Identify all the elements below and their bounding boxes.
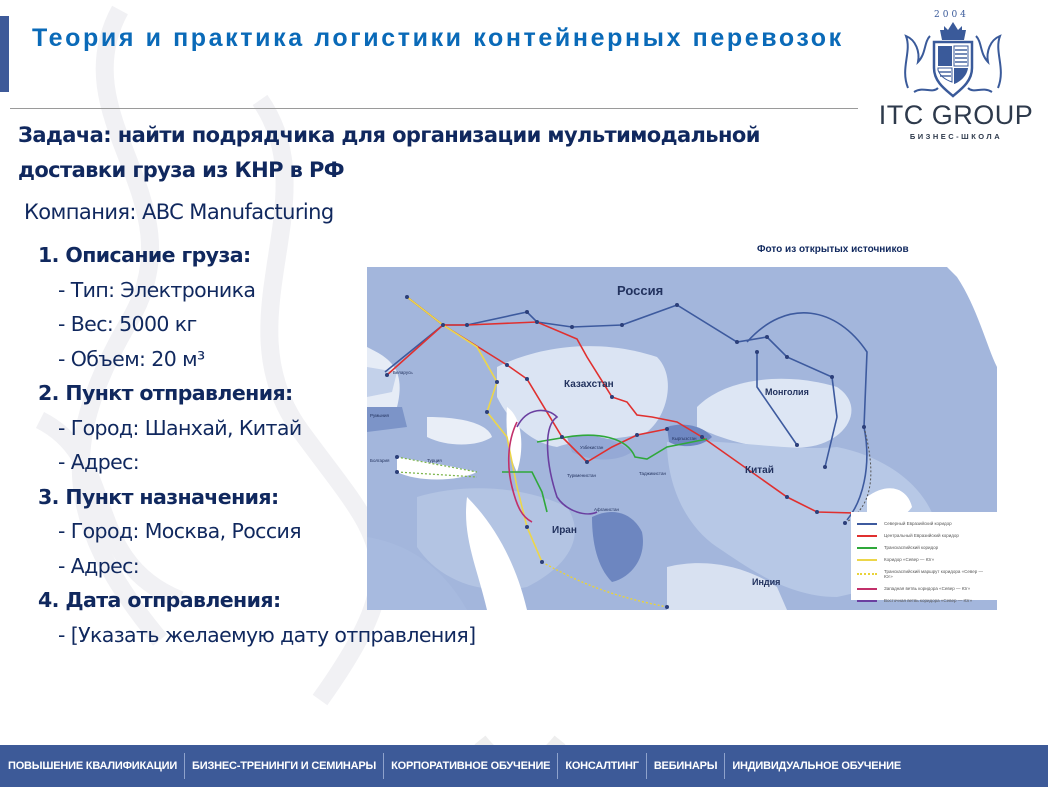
cargo-weight: - Вес: 5000 кг	[58, 312, 197, 336]
label-romania: Румыния	[370, 413, 389, 418]
legend-swatch-yellow-dotted	[857, 573, 877, 575]
map-legend	[851, 512, 997, 603]
section-shipping-date: 4. Дата отправления:	[38, 588, 281, 612]
legend-swatch-red	[857, 535, 877, 537]
label-iran: Иран	[552, 525, 577, 536]
label-russia: Россия	[617, 283, 664, 298]
section-cargo-description: 1. Описание груза:	[38, 243, 251, 267]
label-belarus: Беларусь	[393, 370, 413, 375]
footer-link-trainings[interactable]: БИЗНЕС-ТРЕНИНГИ И СЕМИНАРЫ	[192, 760, 377, 772]
legend-item: Коридор «Север — Юг»	[857, 554, 991, 565]
origin-address: - Адрес:	[58, 450, 140, 474]
logo-year: 2004	[934, 10, 969, 20]
footer-nav-bar	[0, 745, 1048, 787]
origin-city: - Город: Шанхай, Китай	[58, 415, 302, 440]
label-turkmenistan: Туркменистан	[567, 473, 597, 478]
footer-link-corporate[interactable]: КОРПОРАТИВНОЕ ОБУЧЕНИЕ	[391, 760, 551, 772]
label-kyrgyzstan: Кыргызстан	[672, 436, 697, 441]
legend-item: Северный Евразийский коридор	[857, 518, 991, 529]
crest-icon	[898, 18, 1008, 100]
legend-item: Транскаспийский коридор	[857, 542, 991, 553]
label-uzbekistan: Узбекистан	[580, 445, 604, 450]
task-heading: Задача: найти подрядчика для организации мультимодальной доставки груза из КНР в РФ	[18, 123, 760, 182]
itc-group-logo	[868, 6, 1038, 146]
section-destination: 3. Пункт назначения:	[38, 484, 279, 509]
footer-link-consulting[interactable]: КОНСАЛТИНГ	[565, 760, 639, 772]
label-india: Индия	[752, 577, 781, 587]
legend-item: Центральный Евразийский коридор	[857, 530, 991, 541]
slide-title: Теория и практика логистики контейнерных перевозок	[32, 24, 844, 52]
legend-swatch-purple	[857, 600, 877, 602]
label-turkey: Турция	[427, 458, 442, 463]
section-origin: 2. Пункт отправления:	[38, 381, 293, 405]
label-mongolia: Монголия	[765, 387, 809, 397]
label-tajikistan: Таджикистан	[639, 471, 666, 476]
cargo-type: - Тип: Электроника	[58, 277, 256, 302]
destination-city: - Город: Москва, Россия	[58, 519, 301, 543]
photo-source-caption: Фото из открытых источников	[757, 244, 909, 255]
label-bulgaria: Болгария	[370, 458, 390, 463]
legend-swatch-green	[857, 547, 877, 549]
shipping-date-placeholder: - [Указать желаемую дату отправления]	[58, 622, 476, 647]
logo-subtitle: БИЗНЕС-ШКОЛА	[909, 132, 1003, 141]
legend-item: Западная ветвь коридора «Север — Юг»	[857, 583, 991, 594]
title-divider	[10, 108, 858, 109]
footer-link-individual[interactable]: ИНДИВИДУАЛЬНОЕ ОБУЧЕНИЕ	[732, 760, 902, 772]
label-kazakhstan: Казахстан	[564, 379, 614, 390]
footer-link-qualification[interactable]: ПОВЫШЕНИЕ КВАЛИФИКАЦИИ	[8, 760, 178, 772]
legend-swatch-magenta	[857, 588, 877, 590]
destination-address: - Адрес:	[58, 553, 140, 578]
footer-link-webinars[interactable]: ВЕБИНАРЫ	[653, 760, 718, 772]
legend-swatch-blue	[857, 523, 877, 525]
cargo-volume: - Объем: 20 м³	[58, 346, 205, 371]
label-china: Китай	[745, 465, 774, 476]
label-afghanistan: Афганистан	[594, 507, 620, 512]
company-name: Компания: ABC Manufacturing	[24, 200, 334, 224]
logo-name: ITC GROUP	[878, 100, 1034, 130]
title-accent-bar	[0, 16, 9, 92]
legend-item: Транскаспийский маршрут коридора «Север — Юг»	[857, 566, 991, 582]
legend-item: Восточная ветвь коридора «Север — Юг»	[857, 595, 991, 606]
legend-swatch-yellow	[857, 559, 877, 561]
